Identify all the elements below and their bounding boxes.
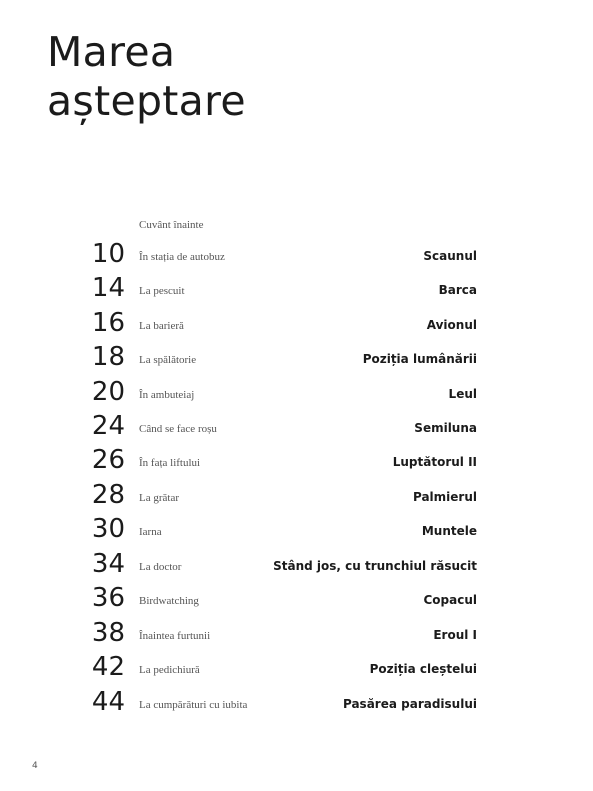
toc-page-number: 20 [91, 377, 125, 407]
toc-chapter-title: În fața liftului [139, 457, 201, 469]
toc-pose-name: Scaunul [423, 249, 477, 263]
toc-entry[interactable] [0, 547, 593, 581]
toc-page-number: 24 [91, 411, 125, 441]
toc-entry[interactable] [0, 650, 593, 684]
toc-chapter-title: La doctor [139, 561, 182, 573]
toc-page-number: 36 [91, 583, 125, 613]
toc-chapter-title: La cumpărături cu iubita [139, 699, 248, 711]
toc-pose-name: Palmierul [412, 490, 477, 504]
toc-chapter-title: Birdwatching [139, 595, 199, 607]
toc-chapter-title: La pescuit [139, 285, 185, 297]
toc-page-number: 44 [91, 687, 125, 717]
toc-chapter-title: Iarna [139, 526, 162, 538]
toc-chapter-title: La pedichiură [139, 664, 200, 676]
toc-entry[interactable] [0, 340, 593, 374]
toc-pose-name: Pasărea paradisului [342, 697, 477, 711]
toc-page-number: 16 [91, 308, 125, 338]
toc-entry[interactable] [0, 581, 593, 615]
toc-pose-name: Muntele [421, 524, 477, 538]
toc-entry[interactable] [0, 237, 593, 271]
toc-entry[interactable] [0, 306, 593, 340]
toc-page-number: 34 [91, 549, 125, 579]
toc-intro-link[interactable]: Cuvânt înainte [139, 219, 204, 231]
title-line-1: Marea [47, 28, 176, 76]
toc-pose-name: Poziția lumânării [362, 352, 477, 366]
toc-entry[interactable] [0, 443, 593, 477]
toc-entry[interactable] [0, 685, 593, 719]
toc-pose-name: Barca [438, 283, 477, 297]
toc-entry[interactable] [0, 409, 593, 443]
toc-pose-name: Eroul I [433, 628, 477, 642]
toc-page-number: 38 [91, 618, 125, 648]
toc-entry[interactable] [0, 478, 593, 512]
toc-pose-name: Leul [448, 387, 477, 401]
toc-chapter-title: La spălătorie [139, 354, 197, 366]
toc-pose-name: Semiluna [414, 421, 477, 435]
toc-entry[interactable] [0, 271, 593, 305]
toc-pose-name: Stând jos, cu trunchiul răsucit [273, 559, 477, 573]
toc-entry[interactable] [0, 616, 593, 650]
toc-pose-name: Copacul [423, 593, 477, 607]
toc-page-number: 28 [91, 480, 125, 510]
toc-pose-name: Poziția cleștelui [369, 662, 477, 676]
toc-page-number: 14 [91, 273, 125, 303]
toc-chapter-title: Când se face roșu [139, 423, 217, 435]
toc-chapter-title: În stația de autobuz [139, 251, 225, 263]
toc-chapter-title: Înaintea furtunii [139, 630, 211, 642]
toc-page-number: 42 [91, 652, 125, 682]
toc-page-number: 18 [91, 342, 125, 372]
toc-page-number: 30 [91, 514, 125, 544]
title-line-2: așteptare [47, 77, 246, 125]
page-number: 4 [32, 761, 38, 771]
toc-page-number: 10 [91, 239, 125, 269]
toc-pose-name: Avionul [426, 318, 477, 332]
toc-chapter-title: La grătar [139, 492, 179, 504]
toc-entry[interactable] [0, 375, 593, 409]
toc-chapter-title: La barieră [139, 320, 184, 332]
toc-chapter-title: În ambuteiaj [139, 389, 195, 401]
toc-pose-name: Luptătorul II [392, 455, 477, 469]
toc-entry[interactable] [0, 512, 593, 546]
toc-page-number: 26 [91, 445, 125, 475]
